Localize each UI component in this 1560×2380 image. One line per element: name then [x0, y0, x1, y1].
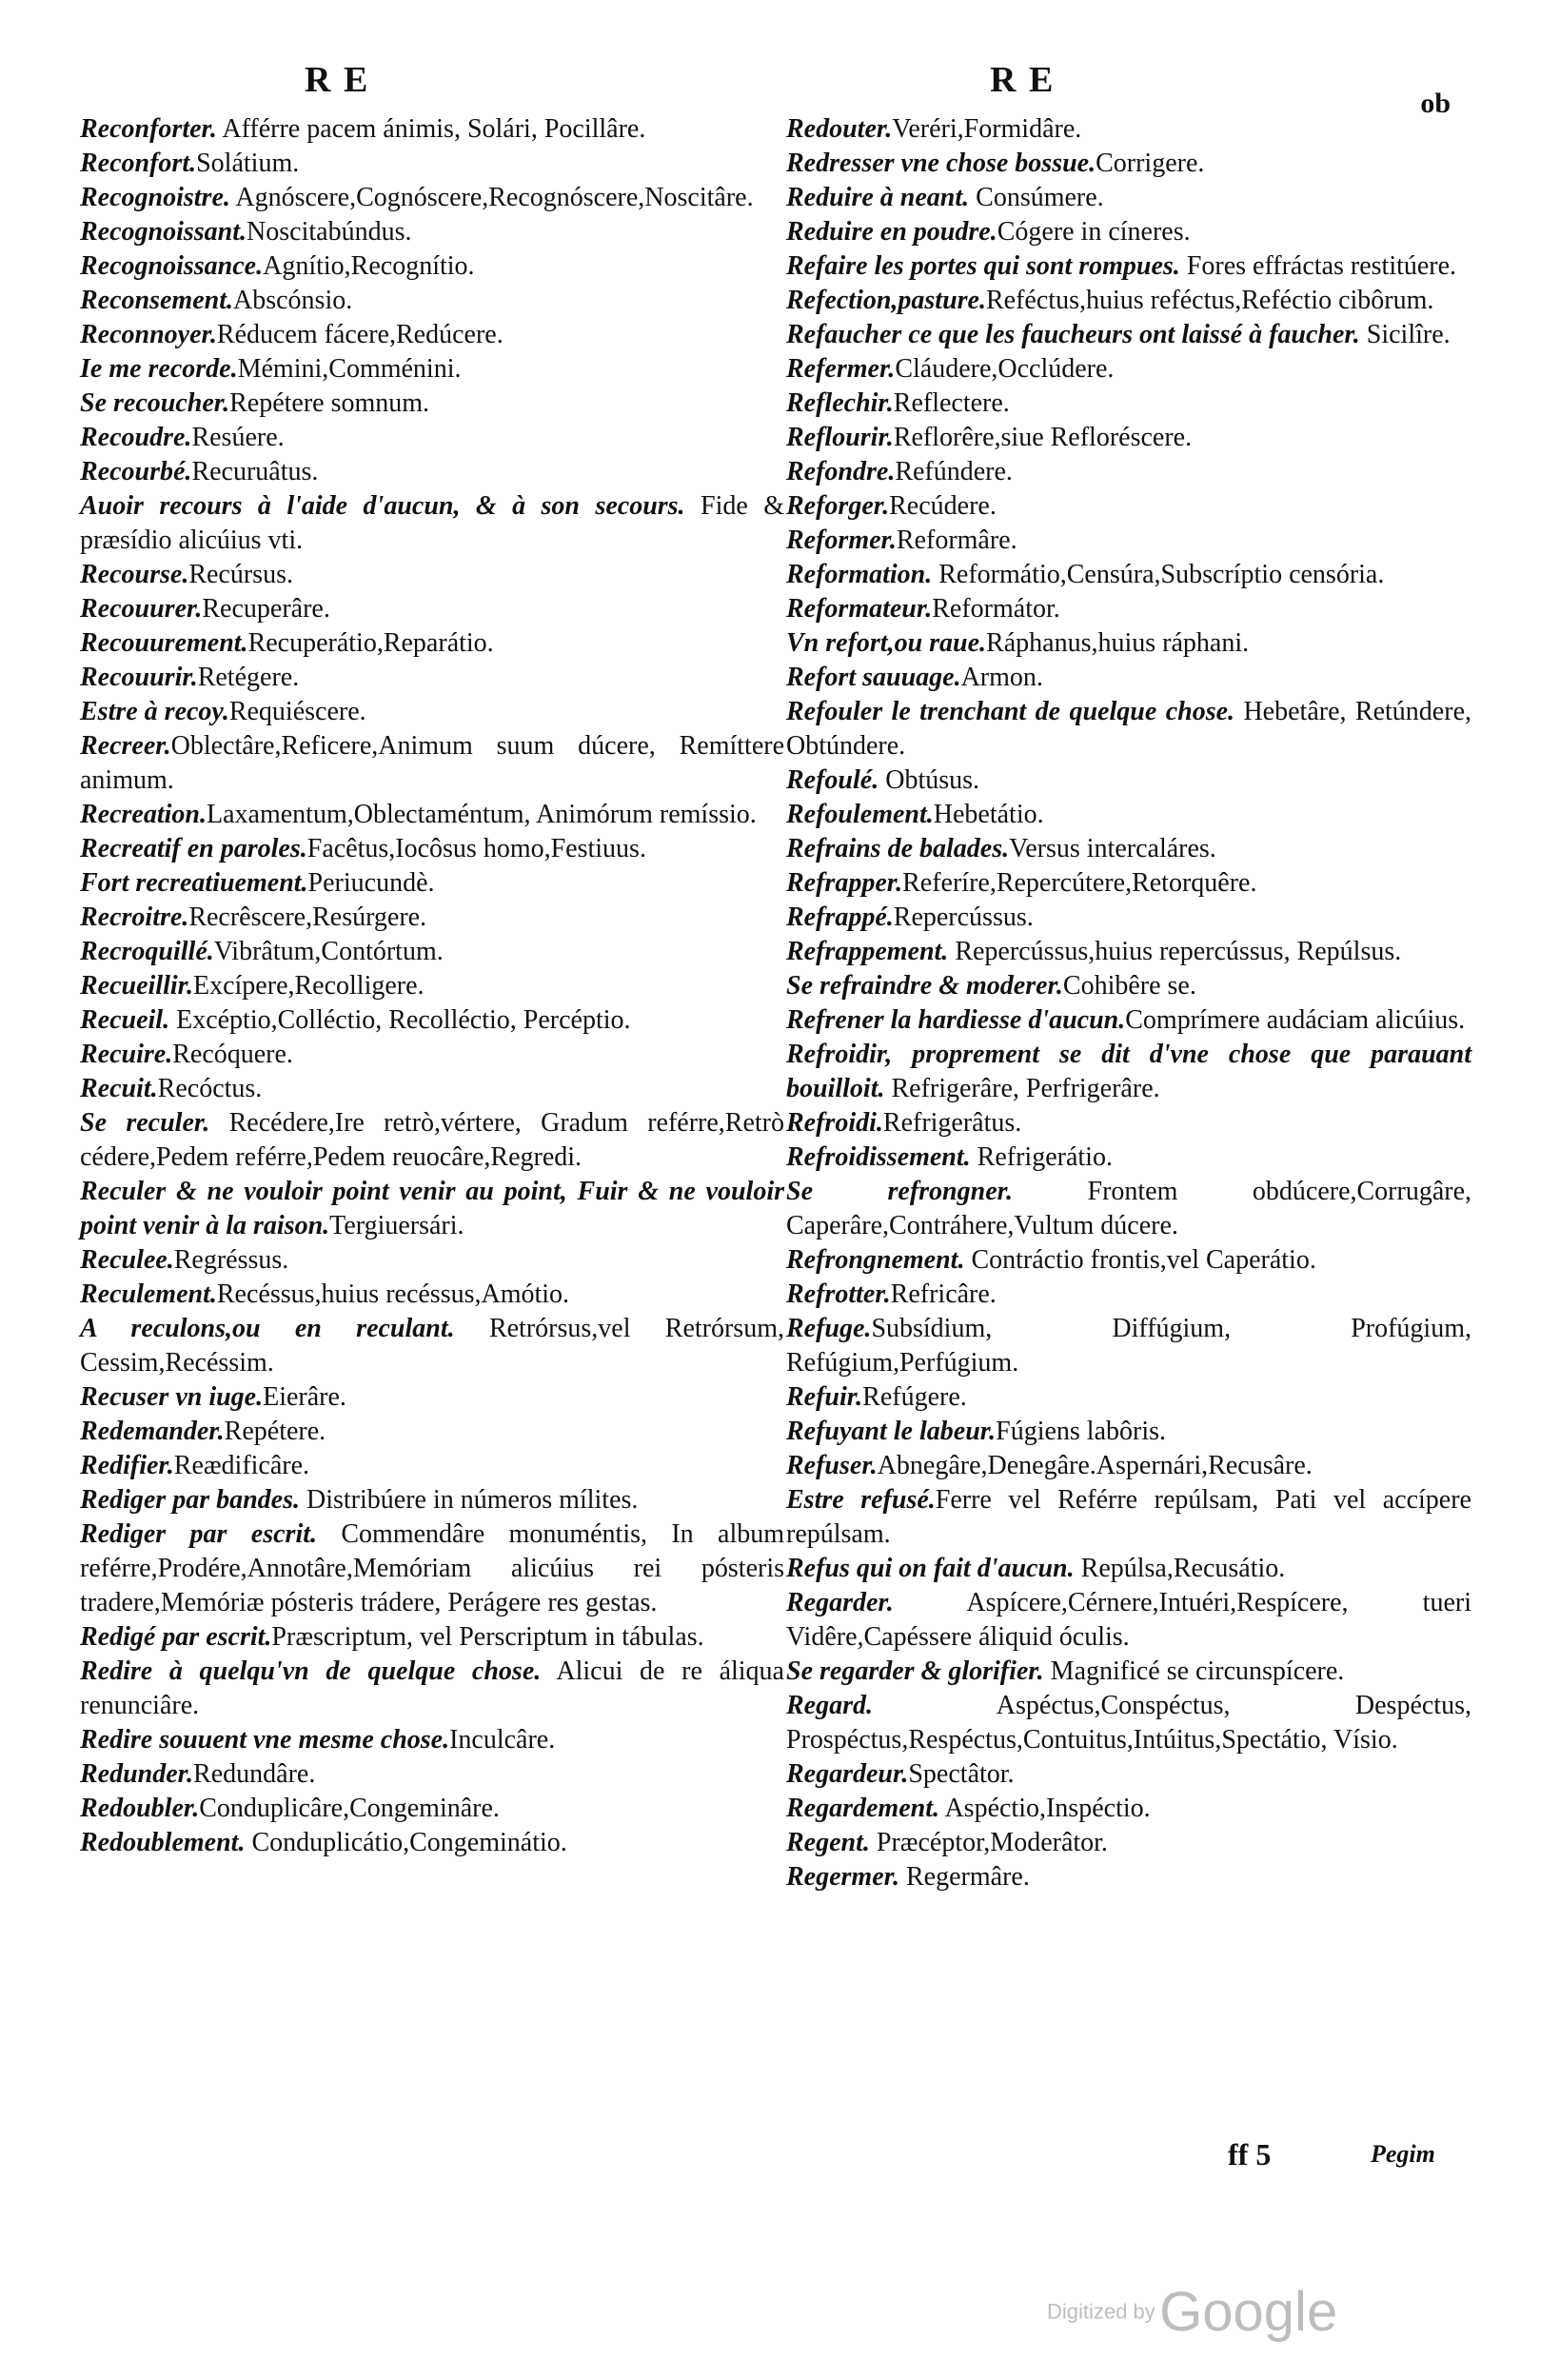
entry-definition: Repétere. — [224, 1417, 326, 1446]
entry-definition: Réducem fácere,Redúcere. — [216, 320, 504, 349]
dictionary-entry — [80, 1620, 784, 1655]
entry-definition: Conduplicâre,Congeminâre. — [199, 1794, 500, 1823]
dictionary-entry — [786, 626, 1471, 661]
entry-definition: Afférre pacem ánimis, Solári, Pocillâre. — [216, 114, 646, 144]
dictionary-entry — [786, 1175, 1471, 1243]
dictionary-entry — [786, 1380, 1471, 1415]
entry-headword: Reculer & ne vouloir point venir au point, Fuir & ne vouloir point venir à la raison. — [80, 1177, 784, 1240]
entry-definition: Recuperátio,Reparátio. — [247, 628, 494, 658]
entry-definition: Eierâre. — [263, 1382, 346, 1412]
dictionary-entry — [786, 1757, 1471, 1792]
entry-definition: Versus intercaláres. — [1009, 834, 1216, 863]
entry-definition: Resúere. — [191, 423, 285, 452]
entry-definition: Laxamentum,Oblectaméntum, Animórum remíssio. — [207, 800, 757, 829]
dictionary-entry — [786, 661, 1471, 695]
dictionary-entry — [786, 489, 1471, 524]
dictionary-entry — [80, 387, 784, 421]
entry-headword: Refuge. — [786, 1314, 872, 1343]
dictionary-entry — [786, 901, 1471, 935]
entry-definition: Armon. — [960, 663, 1043, 692]
dictionary-entry — [80, 901, 784, 935]
dictionary-entry — [80, 249, 784, 284]
dictionary-entry — [80, 112, 784, 147]
entry-definition: Facêtus,Iocôsus homo,Festiuus. — [306, 834, 646, 863]
dictionary-entry — [80, 935, 784, 969]
entry-headword: Refondre. — [786, 457, 896, 486]
entry-headword: Recouurer. — [80, 594, 203, 624]
dictionary-entry — [80, 1312, 784, 1380]
dictionary-entry — [786, 764, 1471, 798]
entry-definition: Refrigerâre, Perfrigerâre. — [884, 1074, 1160, 1103]
entry-headword: Refermer. — [786, 354, 896, 384]
entry-definition: Cláudere,Occlúdere. — [895, 354, 1115, 384]
digitization-watermark — [1047, 2280, 1337, 2344]
dictionary-entry — [786, 1483, 1471, 1552]
dictionary-entry — [786, 1038, 1471, 1106]
dictionary-entry — [786, 112, 1471, 147]
entry-headword: Refus qui on fait d'aucun. — [786, 1554, 1075, 1583]
entry-definition: Præcéptor,Moderâtor. — [869, 1828, 1108, 1857]
dictionary-entry — [80, 1723, 784, 1757]
dictionary-entry — [80, 592, 784, 626]
entry-definition: Abnegâre,Denegâre.Aspernári,Recusâre. — [877, 1451, 1313, 1480]
dictionary-entry — [786, 215, 1471, 249]
entry-definition: Refricâre. — [890, 1279, 997, 1309]
entry-definition: Contráctio frontis,vel Caperátio. — [964, 1245, 1316, 1275]
entry-headword: Refuir. — [786, 1382, 863, 1412]
dictionary-entry — [80, 661, 784, 695]
dictionary-entry — [786, 1826, 1471, 1860]
entry-definition: Regréssus. — [173, 1245, 289, 1275]
entry-headword: Recognoissance. — [80, 251, 264, 281]
running-head-left: R E — [305, 60, 370, 100]
entry-headword: Redouter. — [786, 114, 893, 144]
entry-definition: Retégere. — [197, 663, 300, 692]
dictionary-entry — [80, 626, 784, 661]
dictionary-entry — [80, 147, 784, 181]
entry-headword: Regardement. — [786, 1794, 939, 1823]
entry-definition: Repúlsa,Recusátio. — [1074, 1554, 1286, 1583]
entry-definition: Consúmere. — [969, 183, 1104, 212]
entry-headword: Refaire les portes qui sont rompues. — [786, 251, 1180, 281]
entry-headword: Recroitre. — [80, 902, 189, 932]
entry-headword: Redire souuent vne mesme chose. — [80, 1725, 450, 1755]
entry-definition: Refrigerâtus. — [882, 1108, 1022, 1138]
dictionary-entry — [80, 1106, 784, 1175]
entry-definition: Obtúsus. — [879, 765, 980, 795]
dictionary-entry — [80, 1243, 784, 1278]
entry-headword: Recouurir. — [80, 663, 198, 692]
entry-definition: Noscitabúndus. — [247, 217, 412, 247]
dictionary-entry — [80, 695, 784, 729]
entry-headword: Refrongnement. — [786, 1245, 965, 1275]
dictionary-entry — [80, 1380, 784, 1415]
entry-headword: Ie me recorde. — [80, 354, 238, 384]
dictionary-entry — [786, 284, 1471, 318]
entry-definition: Fúgiens labôris. — [996, 1417, 1167, 1446]
entry-definition: Recóquere. — [172, 1040, 293, 1069]
dictionary-entry — [80, 284, 784, 318]
entry-definition: Refúgere. — [862, 1382, 967, 1412]
entry-headword: Refroidir, proprement se dit d'vne chose que parauant bouilloit. — [786, 1040, 1471, 1103]
entry-headword: Refaucher ce que les faucheurs ont laissé à faucher. — [786, 320, 1360, 349]
dictionary-entry — [786, 318, 1471, 352]
entry-definition: Distribúere in números mílites. — [300, 1485, 639, 1515]
dictionary-entry — [80, 1792, 784, 1826]
entry-definition: Refrigerátio. — [970, 1142, 1113, 1172]
entry-headword: Regardeur. — [786, 1759, 909, 1789]
entry-headword: Recueil. — [80, 1005, 170, 1035]
entry-definition: Ferre vel Reférre repúlsam, Pati vel accípere repúlsam. — [786, 1485, 1471, 1549]
entry-definition: Reféctus,huius reféctus,Reféctio cibôrum. — [986, 286, 1434, 315]
entry-definition: Reformátor. — [932, 594, 1060, 624]
entry-headword: Redire à quelqu'vn de quelque chose. — [80, 1656, 542, 1686]
entry-headword: Reduire en poudre. — [786, 217, 997, 247]
dictionary-entry — [80, 1175, 784, 1243]
dictionary-entry — [786, 1586, 1471, 1655]
entry-headword: Redresser vne chose bossue. — [786, 149, 1096, 178]
entry-definition: Agnítio,Recognítio. — [263, 251, 475, 281]
entry-headword: Recueillir. — [80, 971, 193, 1001]
dictionary-entry — [786, 1655, 1471, 1689]
dictionary-entry — [786, 455, 1471, 489]
entry-headword: Recognoistre. — [80, 183, 230, 212]
entry-headword: Se refrongner. — [786, 1177, 1013, 1206]
entry-definition: Repétere somnum. — [229, 388, 430, 418]
entry-headword: Reconnoyer. — [80, 320, 217, 349]
dictionary-entry — [80, 1826, 784, 1860]
entry-headword: Reculee. — [80, 1245, 174, 1275]
entry-definition: Recuperâre. — [202, 594, 330, 624]
entry-definition: Mémini,Comménini. — [237, 354, 462, 384]
dictionary-entry — [786, 935, 1471, 969]
entry-headword: Recouurement. — [80, 628, 248, 658]
dictionary-entry — [80, 181, 784, 215]
dictionary-entry — [786, 1003, 1471, 1038]
entry-headword: Reconforter. — [80, 114, 217, 144]
entry-headword: Reduire à neant. — [786, 183, 970, 212]
entry-headword: Regarder. — [786, 1588, 894, 1617]
dictionary-entry — [80, 318, 784, 352]
dictionary-entry — [786, 1449, 1471, 1483]
entry-definition: Agnóscere,Cognóscere,Recognóscere,Noscitâre. — [229, 183, 754, 212]
dictionary-entry — [80, 421, 784, 455]
entry-headword: Reformateur. — [786, 594, 933, 624]
entry-headword: Regermer. — [786, 1862, 899, 1892]
entry-definition: Oblectâre,Reficere,Animum suum dúcere, Remíttere animum. — [80, 731, 784, 795]
entry-definition: Reflorêre,siue Refloréscere. — [893, 423, 1193, 452]
entry-definition: Veréri,Formidâre. — [892, 114, 1082, 144]
dictionary-entry — [786, 1689, 1471, 1757]
entry-definition: Cohibêre se. — [1062, 971, 1196, 1001]
entry-definition: Conduplicátio,Congeminátio. — [245, 1828, 567, 1857]
dictionary-entry — [80, 729, 784, 798]
entry-definition: Aspícere,Cérnere,Intuéri,Respícere, tueri Vidêre,Capéssere áliquid óculis. — [786, 1588, 1471, 1652]
entry-headword: Reconsement. — [80, 286, 233, 315]
entry-headword: Refort sauuage. — [786, 663, 961, 692]
dictionary-entry — [786, 592, 1471, 626]
entry-definition: Repercússus. — [893, 902, 1034, 932]
dictionary-entry — [786, 1552, 1471, 1586]
entry-headword: Refuser. — [786, 1451, 878, 1480]
entry-headword: Reflechir. — [786, 388, 894, 418]
watermark-brand: Google — [1159, 2281, 1338, 2343]
entry-headword: Recoudre. — [80, 423, 192, 452]
dictionary-entry — [786, 832, 1471, 866]
entry-headword: Fort recreatiuement. — [80, 868, 308, 898]
entry-headword: Estre refusé. — [786, 1485, 936, 1515]
entry-definition: Comprímere audáciam alicúius. — [1125, 1005, 1466, 1035]
entry-headword: Reformer. — [786, 526, 897, 555]
entry-headword: Regard. — [786, 1691, 873, 1720]
dictionary-entry — [80, 1517, 784, 1620]
entry-definition: Hebetátio. — [933, 800, 1044, 829]
entry-definition: Recúrsus. — [188, 560, 293, 589]
entry-definition: Repercússus,huius repercússus, Repúlsus. — [948, 937, 1402, 966]
dictionary-entry — [786, 1140, 1471, 1175]
entry-headword: Recuser vn iuge. — [80, 1382, 264, 1412]
entry-headword: Refuyant le labeur. — [786, 1417, 997, 1446]
left-column — [80, 112, 784, 1860]
dictionary-entry — [786, 866, 1471, 901]
entry-definition: Recóctus. — [157, 1074, 263, 1103]
entry-headword: Refroidissement. — [786, 1142, 971, 1172]
dictionary-entry — [80, 1483, 784, 1517]
catchword: Pegim — [1371, 2140, 1435, 2168]
entry-headword: Redoubler. — [80, 1794, 200, 1823]
dictionary-entry — [786, 249, 1471, 284]
dictionary-entry — [786, 1106, 1471, 1140]
entry-headword: Redigé par escrit. — [80, 1622, 272, 1652]
entry-headword: Redemander. — [80, 1417, 225, 1446]
dictionary-entry — [786, 695, 1471, 764]
entry-definition: Excípere,Recolligere. — [193, 971, 425, 1001]
entry-definition: Recuruâtus. — [191, 457, 319, 486]
entry-definition: Frontem obdúcere,Corrugâre, Caperâre,Contráhere,Vultum dúcere. — [786, 1177, 1471, 1240]
entry-headword: Rediger par bandes. — [80, 1485, 300, 1515]
entry-definition: Vibrâtum,Contórtum. — [213, 937, 444, 966]
entry-headword: Reforger. — [786, 491, 890, 521]
entry-headword: Recourse. — [80, 560, 189, 589]
dictionary-entry — [786, 1278, 1471, 1312]
dictionary-entry — [80, 1655, 784, 1723]
entry-definition: Spectâtor. — [908, 1759, 1015, 1789]
entry-definition: Refúndere. — [895, 457, 1013, 486]
entry-headword: Refrappé. — [786, 902, 894, 932]
entry-headword: Redunder. — [80, 1759, 194, 1789]
dictionary-entry — [786, 352, 1471, 387]
entry-definition: Cógere in cíneres. — [997, 217, 1191, 247]
dictionary-entry — [786, 147, 1471, 181]
dictionary-entry — [80, 558, 784, 592]
entry-definition: Reædificâre. — [173, 1451, 310, 1480]
folio-number: ob — [1420, 88, 1451, 119]
entry-headword: Redifier. — [80, 1451, 174, 1480]
dictionary-entry — [786, 181, 1471, 215]
dictionary-entry — [80, 1072, 784, 1106]
entry-definition: Reformâre. — [896, 526, 1017, 555]
entry-definition: Alicui de re áliqua renunciâre. — [80, 1656, 784, 1720]
entry-definition: Reflectere. — [893, 388, 1010, 418]
entry-headword: Refroidi. — [786, 1108, 883, 1138]
entry-headword: Redoublement. — [80, 1828, 246, 1857]
dictionary-entry — [786, 1312, 1471, 1380]
entry-definition: Corrigere. — [1096, 149, 1205, 178]
entry-definition: Reformátio,Censúra,Subscríptio censória. — [932, 560, 1385, 589]
entry-definition: Excéptio,Colléctio, Recolléctio, Percéptio. — [169, 1005, 631, 1035]
entry-headword: Recreatif en paroles. — [80, 834, 307, 863]
dictionary-entry — [786, 558, 1471, 592]
dictionary-entry — [786, 1243, 1471, 1278]
entry-definition: Recrêscere,Resúrgere. — [188, 902, 427, 932]
dictionary-entry — [80, 798, 784, 832]
entry-definition: Fores effráctas restitúere. — [1179, 251, 1457, 281]
signature-mark: ff 5 — [1228, 2137, 1272, 2172]
entry-definition: Aspéctio,Inspéctio. — [939, 1794, 1151, 1823]
dictionary-entry — [80, 1415, 784, 1449]
dictionary-entry — [786, 1415, 1471, 1449]
entry-headword: Reformation. — [786, 560, 933, 589]
dictionary-entry — [80, 1449, 784, 1483]
entry-headword: Auoir recours à l'aide d'aucun, & à son secours. — [80, 491, 685, 521]
dictionary-entry — [80, 1038, 784, 1072]
entry-headword: Rediger par escrit. — [80, 1519, 318, 1549]
entry-headword: Reculement. — [80, 1279, 217, 1309]
entry-definition: Solátium. — [196, 149, 300, 178]
dictionary-entry — [80, 832, 784, 866]
entry-headword: Reconfort. — [80, 149, 197, 178]
entry-definition: Requiéscere. — [228, 697, 366, 726]
entry-headword: Recreation. — [80, 800, 207, 829]
entry-definition: Magnificé se circunspícere. — [1043, 1656, 1345, 1686]
dictionary-entry — [80, 489, 784, 558]
entry-headword: Se reculer. — [80, 1108, 210, 1138]
entry-definition: Commendâre monuméntis, In album reférre,Prodére,Annotâre,Memóriam alicúius rei pósteris tradere,Memóriæ pósteris trádere, Perágere res gestas. — [80, 1519, 785, 1617]
entry-definition: Regermâre. — [899, 1862, 1030, 1892]
dictionary-entry — [786, 1792, 1471, 1826]
right-column — [786, 112, 1471, 1894]
dictionary-entry — [786, 798, 1471, 832]
entry-headword: Vn refort,ou raue. — [786, 628, 987, 658]
entry-definition: Tergiuersári. — [329, 1211, 464, 1240]
watermark-prefix: Digitized by — [1047, 2299, 1155, 2324]
entry-definition: Hebetâre, Retúndere, Obtúndere. — [786, 697, 1471, 761]
entry-definition: Ráphanus,huius ráphani. — [986, 628, 1250, 658]
entry-headword: Refection,pasture. — [786, 286, 986, 315]
dictionary-entry — [80, 215, 784, 249]
entry-definition: Redundâre. — [193, 1759, 316, 1789]
entry-headword: Refrappement. — [786, 937, 949, 966]
entry-headword: Reflourir. — [786, 423, 894, 452]
entry-definition: Sicilîre. — [1359, 320, 1451, 349]
entry-definition: Recéssus,huius recéssus,Amótio. — [216, 1279, 570, 1309]
entry-headword: Refrains de balades. — [786, 834, 1010, 863]
dictionary-entry — [786, 1860, 1471, 1894]
dictionary-entry — [80, 455, 784, 489]
entry-definition: Referíre,Repercútere,Retorquêre. — [902, 868, 1257, 898]
dictionary-entry — [786, 524, 1471, 558]
entry-definition: Abscónsio. — [233, 286, 353, 315]
entry-definition: Præscriptum, vel Perscriptum in tábulas. — [271, 1622, 704, 1652]
entry-definition: Aspéctus,Conspéctus, Despéctus, Prospéctus,Respéctus,Contuitus,Intúitus,Spectátio, Vísio. — [786, 1691, 1471, 1755]
entry-definition: Fide & præsídio alicúius vti. — [80, 491, 784, 555]
dictionary-entry — [786, 387, 1471, 421]
entry-headword: Se recoucher. — [80, 388, 230, 418]
dictionary-entry — [80, 1757, 784, 1792]
entry-headword: Refouler le trenchant de quelque chose. — [786, 697, 1235, 726]
dictionary-entry — [786, 421, 1471, 455]
entry-definition: Periucundè. — [307, 868, 435, 898]
entry-headword: Se regarder & glorifier. — [786, 1656, 1044, 1686]
entry-headword: Refrener la hardiesse d'aucun. — [786, 1005, 1126, 1035]
dictionary-entry — [80, 969, 784, 1003]
entry-headword: Refrapper. — [786, 868, 903, 898]
entry-headword: Recourbé. — [80, 457, 192, 486]
entry-headword: Se refraindre & moderer. — [786, 971, 1063, 1001]
entry-definition: Recédere,Ire retrò,vértere, Gradum reférre,Retrò cédere,Pedem reférre,Pedem reuocâre,Regredi. — [80, 1108, 784, 1172]
dictionary-entry — [786, 969, 1471, 1003]
entry-headword: Recuire. — [80, 1040, 173, 1069]
entry-headword: Refrotter. — [786, 1279, 891, 1309]
entry-headword: Recuit. — [80, 1074, 158, 1103]
entry-headword: A reculons,ou en reculant. — [80, 1314, 455, 1343]
dictionary-entry — [80, 1003, 784, 1038]
entry-headword: Recognoissant. — [80, 217, 247, 247]
dictionary-entry — [80, 866, 784, 901]
entry-headword: Refoulé. — [786, 765, 879, 795]
entry-headword: Recreer. — [80, 731, 171, 761]
entry-definition: Inculcâre. — [449, 1725, 556, 1755]
entry-headword: Refoulement. — [786, 800, 934, 829]
entry-headword: Regent. — [786, 1828, 870, 1857]
dictionary-entry — [80, 1278, 784, 1312]
entry-definition: Subsídium, Diffúgium, Profúgium, Refúgium,Perfúgium. — [786, 1314, 1471, 1378]
entry-headword: Recroquillé. — [80, 937, 214, 966]
running-head-right: R E — [990, 60, 1056, 100]
entry-definition: Recúdere. — [889, 491, 997, 521]
dictionary-entry — [80, 352, 784, 387]
entry-definition: Retrórsus,vel Retrórsum, Cessim,Recéssim. — [80, 1314, 784, 1378]
entry-headword: Estre à recoy. — [80, 697, 229, 726]
